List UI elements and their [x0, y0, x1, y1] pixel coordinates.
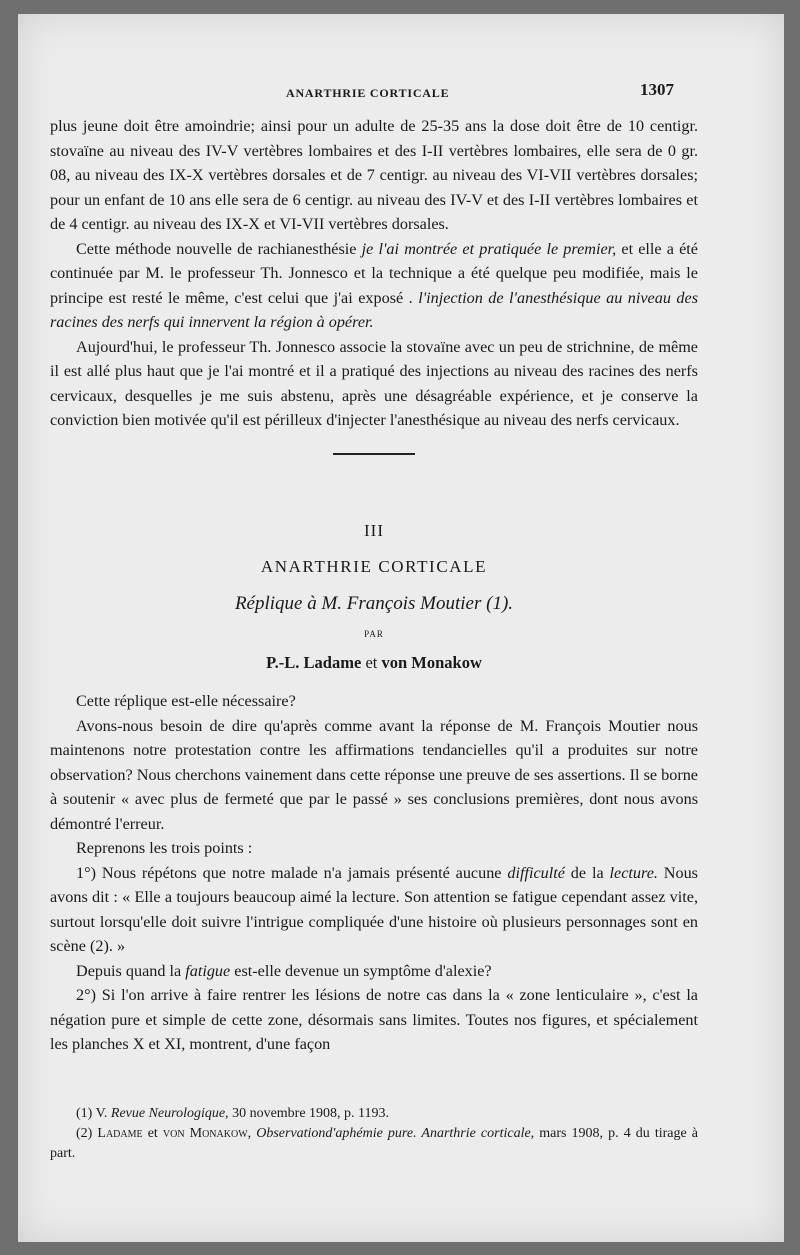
- section-number: III: [364, 520, 384, 540]
- paragraph-method: [50, 237, 698, 335]
- page-body: [50, 114, 698, 1057]
- paragraph-fatigue: [50, 959, 698, 984]
- section-subtitle: Réplique à M. François Moutier (1).: [234, 592, 514, 614]
- emphasis-text: Revue Neurologique,: [110, 1106, 229, 1121]
- emphasis-text: je l'ai montrée et pratiquée le premier,: [361, 239, 617, 258]
- authors: [50, 651, 698, 676]
- text-run: et elle a été continuée par M. le professeur Th. Jonnesco et la technique a été quelque peu modifiée, mais le principe est resté le même, c'est celui que j'ai exposé .: [50, 239, 698, 307]
- emphasis-text: Observationd'aphémie pure. Anarthrie corticale,: [256, 1126, 535, 1141]
- running-title: ANARTHRIE CORTICALE: [286, 86, 450, 100]
- paragraph-points: Reprenons les trois points :: [76, 839, 253, 857]
- author-name: von Monakow: [381, 652, 482, 672]
- page-number: 1307: [640, 80, 674, 99]
- paragraph-point-two: 2°) Si l'on arrive à faire rentrer les lésions de notre cas dans la « zone lenticulaire », c'est la négation pure et simple de cette zone, désormais sans limites. Toutes nos figures, et spécialement les planches X et XI, montrent, d'une façon: [50, 986, 698, 1053]
- text-run: 30 novembre 1908, p. 1193.: [228, 1106, 390, 1121]
- footnote-1: [50, 1104, 698, 1124]
- text-run: de la: [564, 863, 610, 882]
- paragraph-dosage: plus jeune doit être amoindrie; ainsi pour un adulte de 25-35 ans la dose doit être de 10 centigr. stovaïne au niveau des IV-V vertèbres lombaires et des I-II vertèbres lombaires, elle sera de 0 gr. 08, au niveau des IX-X vertèbres dorsales et de 7 centigr. au niveau des VI-VII vertèbres dorsales; pour un enfant de 10 ans elle sera de 6 centigr. au niveau des IV-V et des I-II vertèbres lombaires et de 4 centigr. au niveau des IX-X et VI-VII vertèbres dorsales.: [50, 117, 698, 233]
- author-name: von Monakow: [162, 1126, 248, 1141]
- emphasis-text: difficulté: [507, 863, 565, 882]
- text-run: ,: [247, 1126, 257, 1141]
- text-run: Depuis quand la: [76, 961, 186, 980]
- emphasis-text: l'injection de l'anesthésique au niveau des racines des nerfs qui innervent la région à opérer.: [50, 288, 698, 331]
- footnote-2: [50, 1124, 698, 1164]
- text-run: Cette méthode nouvelle de rachianesthésie: [76, 239, 362, 258]
- text-run: mars 1908, p. 4 du tirage à part.: [50, 1126, 699, 1161]
- emphasis-text: fatigue: [185, 961, 231, 980]
- author-name: Ladame: [97, 1126, 143, 1141]
- paragraph-protest: Avons-nous besoin de dire qu'après comme avant la réponse de M. François Moutier nous maintenons notre protestation contre les affirmations tendancielles qu'il a produites sur notre observation? Nous cherchons vainement dans cette réponse une preuve de ses assertions. Il se borne à soutenir « avec plus de fermeté que par le passé » ses conclusions premières, dont nous avons démontré l'erreur.: [50, 716, 698, 833]
- emphasis-text: lecture.: [609, 863, 658, 882]
- author-conjunction: et: [361, 652, 382, 672]
- footnotes: [50, 1104, 698, 1164]
- text-run: (2): [76, 1126, 98, 1141]
- paragraph-jonnesco: Aujourd'hui, le professeur Th. Jonnesco associe la stovaïne avec un peu de strichnine, de même il est allé plus haut que je l'ai montré et il a pratiqué des injections au niveau des racines des nerfs cervicaux, desquelles je me suis abstenu, après une désagréable expérience, et je conserve la conviction bien motivée qu'il est périlleux d'injecter l'anesthésique au niveau des nerfs cervicaux.: [50, 337, 698, 429]
- text-run: Nous avons dit : « Elle a toujours beaucoup aimé la lecture. Son attention se fatigue cependant assez vite, surtout lorsqu'elle doit suivre l'intrigue compliquée d'une histoire où plusieurs personnages sont en scène (2). »: [50, 863, 698, 955]
- paragraph-point-one: [50, 861, 698, 959]
- text-run: est-elle devenue un symptôme d'alexie?: [230, 961, 492, 980]
- text-run: et: [142, 1126, 163, 1141]
- section-title: ANARTHRIE CORTICALE: [260, 557, 488, 576]
- page-header: [18, 80, 784, 104]
- text-run: (1) V.: [76, 1106, 111, 1121]
- section-separator: [333, 453, 415, 455]
- text-run: 1°) Nous répétons que notre malade n'a jamais présenté aucune: [76, 863, 508, 882]
- book-page: [18, 14, 784, 1242]
- paragraph-question: Cette réplique est-elle nécessaire?: [76, 692, 296, 710]
- author-name: P.-L. Ladame: [266, 652, 362, 672]
- by-line-label: PAR: [364, 629, 384, 639]
